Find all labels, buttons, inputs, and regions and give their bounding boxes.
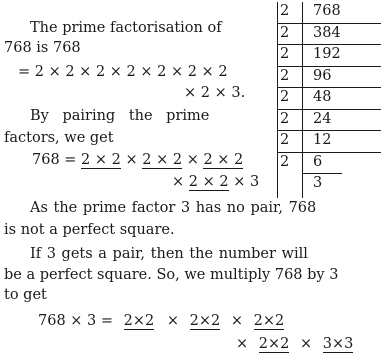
- final-pair-b: 2×2: [189, 313, 221, 329]
- times-sign: ×: [125, 152, 138, 168]
- division-divisor: 2: [280, 24, 290, 41]
- division-dividend: 48: [313, 89, 332, 105]
- division-dividend: 3: [313, 175, 323, 191]
- para-1-line-4: × 2 × 3.: [184, 85, 246, 101]
- para-4-line-2: be a perfect square. So, we multiply 768 by 3: [4, 267, 339, 283]
- pairing-prefix: 768 =: [32, 152, 77, 168]
- division-vertical-rule: [302, 2, 303, 198]
- pair-b: 2 × 2: [142, 152, 183, 168]
- times-sign: ×: [299, 336, 313, 352]
- final-eq-prefix: 768 × 3 =: [38, 313, 114, 329]
- division-dividend: 384: [313, 24, 341, 41]
- division-row-rule: [277, 130, 381, 131]
- pairing-equation-line-2: [172, 174, 259, 190]
- times-sign: ×: [230, 313, 243, 329]
- final-pair-e: 3×3: [322, 336, 354, 352]
- para-4-line-1: If 3 gets a pair, then the number will: [30, 246, 308, 262]
- pair-c: 2 × 2: [203, 152, 244, 168]
- para-2-line-2: factors, we get: [4, 130, 114, 146]
- division-row-rule: [277, 109, 381, 110]
- division-divisor: 2: [280, 153, 290, 170]
- para-3-line-2: is not a perfect square.: [4, 222, 175, 238]
- final-pair-c: 2×2: [253, 313, 285, 329]
- division-dividend: 24: [313, 110, 332, 127]
- division-row-rule: [277, 87, 381, 88]
- para-1-line-3: = 2 × 2 × 2 × 2 × 2 × 2 × 2: [18, 64, 228, 80]
- division-divisor: 2: [280, 132, 290, 148]
- division-divisor: 2: [280, 110, 290, 127]
- pair-d: 2 × 2: [188, 174, 229, 190]
- times-three: × 3: [233, 174, 260, 190]
- division-row-rule: [277, 66, 381, 67]
- para-4-line-3: to get: [4, 287, 47, 303]
- division-dividend: 768: [313, 3, 341, 19]
- para-2-line-1: By pairing the prime: [30, 108, 210, 124]
- final-pair-d: 2×2: [258, 336, 290, 352]
- final-equation-line-2: [236, 336, 353, 352]
- final-equation-line-1: [38, 313, 284, 329]
- times-sign: ×: [186, 152, 199, 168]
- final-pair-a: 2×2: [123, 313, 155, 329]
- division-row-rule: [302, 173, 342, 174]
- division-row-rule: [277, 152, 381, 153]
- division-dividend: 6: [313, 153, 323, 170]
- pair-a: 2 × 2: [81, 152, 121, 168]
- para-1-line-1: The prime factorisation of: [30, 20, 222, 36]
- times-sign: ×: [166, 313, 180, 329]
- division-divisor: 2: [280, 67, 290, 84]
- division-divisor: 2: [280, 3, 290, 19]
- division-dividend: 96: [313, 67, 332, 84]
- division-row-rule: [277, 23, 381, 24]
- division-divisor: 2: [280, 89, 290, 105]
- pairing-equation-line-1: [32, 152, 243, 168]
- division-row-rule: [277, 44, 381, 45]
- division-dividend: 192: [313, 46, 341, 62]
- division-dividend: 12: [313, 132, 332, 148]
- division-left-rule: [277, 2, 278, 198]
- division-divisor: 2: [280, 46, 290, 62]
- times-sign: ×: [172, 174, 185, 190]
- times-sign: ×: [236, 336, 249, 352]
- para-1-line-2: 768 is 768: [4, 40, 81, 56]
- para-3-line-1: As the prime factor 3 has no pair, 768: [30, 200, 317, 216]
- prime-division-table: [268, 0, 386, 198]
